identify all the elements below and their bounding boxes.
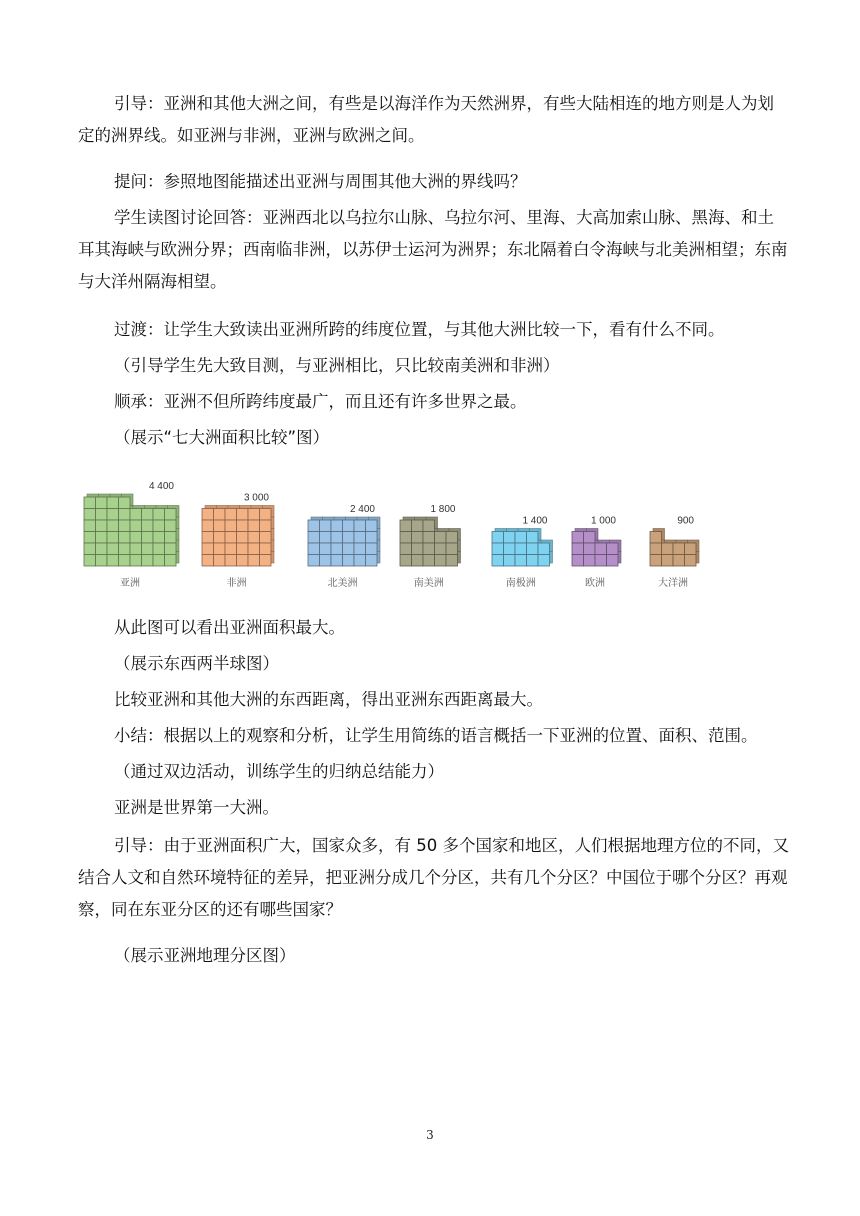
category-label-0: 亚洲 [120, 578, 140, 589]
continent-area-chart [78, 462, 718, 590]
paragraph-compare-distance: 比较亚洲和其他大洲的东西距离，得出亚洲东西距离最大。 [114, 690, 543, 709]
paragraph-activity-note: （通过双边活动，训练学生的归纳总结能力） [114, 762, 444, 781]
value-label-5: 1 000 [590, 515, 616, 527]
category-label-4: 南极洲 [505, 578, 536, 589]
category-label-3: 南美洲 [413, 578, 444, 589]
value-label-3: 1 800 [430, 504, 456, 515]
paragraph-show-hemispheres: （展示东西两半球图） [114, 654, 279, 673]
paragraph-summary: 小结：根据以上的观察和分析，让学生用简练的语言概括一下亚洲的位置、面积、范围。 [114, 726, 758, 745]
paragraph-question: 提问：参照地图能描述出亚洲与周围其他大洲的界线吗？ [114, 172, 527, 191]
category-label-6: 大洋洲 [658, 578, 688, 589]
paragraph-continuation: 顺承：亚洲不但所跨纬度最广，而且还有许多世界之最。 [114, 392, 527, 411]
continent-block-3 [400, 517, 461, 566]
value-label-6: 900 [677, 515, 694, 527]
paragraph-guide-note: （引导学生先大致目测，与亚洲相比，只比较南美洲和非洲） [114, 356, 560, 375]
value-label-4: 1 400 [522, 515, 548, 527]
continent-block-6 [650, 529, 699, 567]
category-label-1: 非洲 [226, 578, 247, 589]
paragraph-conclusion-area: 从此图可以看出亚洲面积最大。 [114, 618, 345, 637]
paragraph-student-answer: 学生读图讨论回答：亚洲西北以乌拉尔山脉、乌拉尔河、里海、大高加索山脉、黑海、和土耳其海峡与欧洲分界；西南临非洲，以苏伊士运河为洲界；东北隔着白令海峡与北美洲相望；东南与大洋州隔海相望。 [78, 208, 788, 291]
paragraph-largest-continent: 亚洲是世界第一大洲。 [114, 798, 279, 817]
paragraph-intro-regions: 引导：由于亚洲面积广大，国家众多，有 50 多个国家和地区，人们根据地理方位的不同，又结合人文和自然环境特征的差异，把亚洲分成几个分区，共有几个分区？中国位于哪个分区？再观察，同在东亚分区的还有哪些国家？ [78, 836, 789, 919]
paragraph-transition: 过渡：让学生大致读出亚洲所跨的纬度位置，与其他大洲比较一下，看有什么不同。 [114, 320, 725, 339]
value-label-1: 3 000 [243, 492, 269, 504]
continent-block-0 [84, 494, 179, 566]
paragraph-show-chart: （展示“七大洲面积比较”图） [114, 428, 330, 447]
continent-block-2 [308, 517, 380, 566]
paragraph-intro-boundary: 引导：亚洲和其他大洲之间，有些是以海洋作为天然洲界，有些大陆相连的地方则是人为划定的洲界线。如亚洲与非洲，亚洲与欧洲之间。 [78, 94, 774, 145]
paragraph-show-region-map: （展示亚洲地理分区图） [114, 946, 296, 965]
continent-block-1 [202, 506, 274, 567]
value-label-2: 2 400 [349, 504, 375, 515]
category-label-5: 欧洲 [585, 578, 605, 589]
page-number: 3 [426, 1128, 434, 1142]
value-label-0: 4 400 [148, 481, 174, 492]
continent-block-5 [572, 529, 621, 567]
continent-block-4 [492, 529, 553, 567]
continent-area-chart-svg [78, 462, 718, 590]
category-label-2: 北美洲 [327, 578, 358, 589]
